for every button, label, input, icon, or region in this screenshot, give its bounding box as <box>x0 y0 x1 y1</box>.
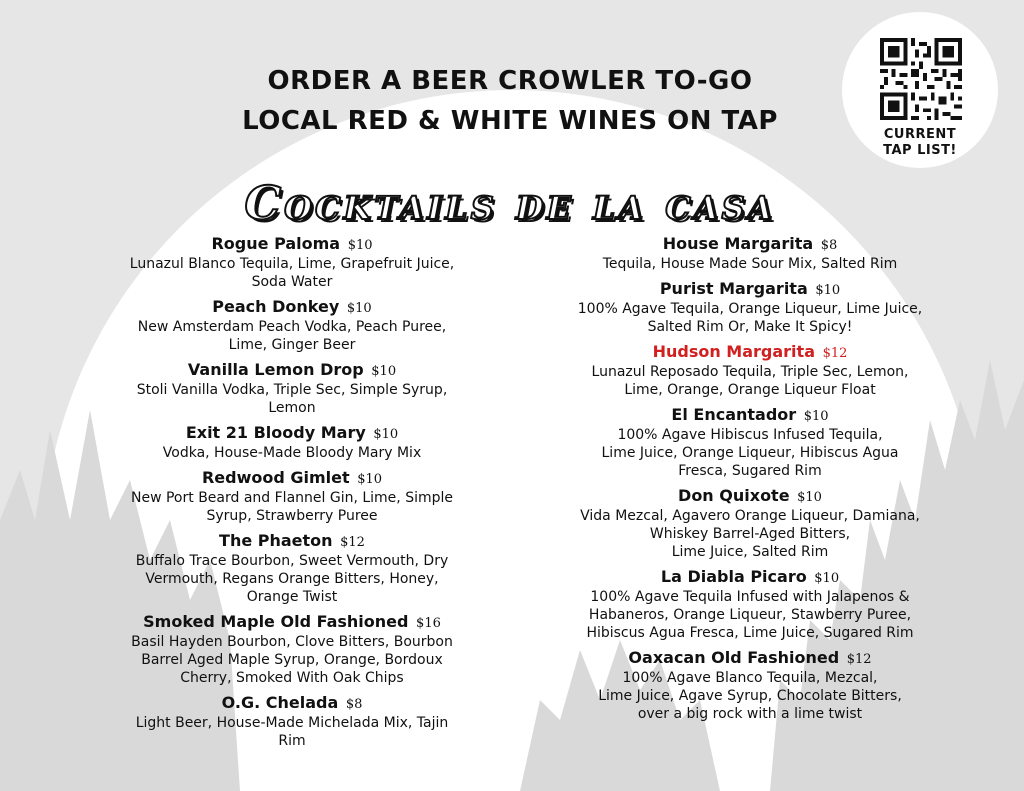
cocktail-ingredients: Lime Juice, Agave Syrup, Chocolate Bitters, <box>598 688 902 704</box>
cocktail-price: $12 <box>846 652 872 667</box>
cocktail-ingredients: New Port Beard and Flannel Gin, Lime, Simple <box>131 490 453 506</box>
cocktail-ingredients: Basil Hayden Bourbon, Clove Bitters, Bourbon <box>131 634 453 650</box>
qr-caption-line2: TAP LIST! <box>883 143 957 158</box>
cocktail-ingredients: Tequila, House Made Sour Mix, Salted Rim <box>602 256 898 272</box>
cocktail-price: $10 <box>357 472 383 487</box>
cocktail-ingredients: Vida Mezcal, Agavero Orange Liqueur, Damiana, <box>580 508 920 524</box>
menu-item-title <box>540 234 960 255</box>
cocktail-ingredients: Syrup, Strawberry Puree <box>206 508 378 524</box>
cocktail-name: O.G. Chelada <box>221 693 339 712</box>
cocktail-ingredients: 100% Agave Tequila Infused with Jalapenos & <box>590 589 910 605</box>
cocktail-ingredients: Salted Rim Or, Make It Spicy! <box>647 319 853 335</box>
cocktail-name: Redwood Gimlet <box>201 468 350 487</box>
cocktail-ingredients: Rim <box>278 733 306 749</box>
menu-title: Cocktails de la casa <box>244 176 776 230</box>
menu-item <box>92 612 492 687</box>
cocktail-price: $10 <box>797 490 822 505</box>
menu-item-title <box>540 405 960 426</box>
cocktail-ingredients: Lunazul Blanco Tequila, Lime, Grapefruit Juice, <box>129 256 455 272</box>
cocktail-price: $10 <box>815 283 841 298</box>
crowler-headline: ORDER A BEER CROWLER TO-GO <box>267 66 753 96</box>
cocktail-ingredients: Vermouth, Regans Orange Bitters, Honey, <box>145 571 439 587</box>
cocktail-name: Purist Margarita <box>659 279 808 298</box>
menu-item <box>540 234 960 273</box>
wines-headline: LOCAL RED & WHITE WINES ON TAP <box>242 106 778 136</box>
cocktail-ingredients: 100% Agave Tequila, Orange Liqueur, Lime Juice, <box>577 301 923 317</box>
menu-item <box>92 468 492 525</box>
cocktail-ingredients: Lunazul Reposado Tequila, Triple Sec, Lemon, <box>591 364 909 380</box>
menu-item <box>92 531 492 606</box>
menu-item <box>540 486 960 561</box>
cocktail-price: $10 <box>371 364 397 379</box>
cocktail-name: The Phaeton <box>219 531 333 550</box>
menu-item <box>540 405 960 480</box>
cocktail-ingredients: over a big rock with a lime twist <box>637 706 863 722</box>
menu-item-title <box>92 693 492 714</box>
cocktail-ingredients: 100% Agave Blanco Tequila, Mezcal, <box>622 670 878 686</box>
menu-item-title <box>92 468 492 489</box>
cocktail-price: $16 <box>416 616 441 631</box>
menu-item-title <box>540 279 960 300</box>
cocktail-price: $10 <box>814 571 840 586</box>
menu-item-title <box>540 486 960 507</box>
menu-item <box>92 693 492 750</box>
menu-item-title <box>92 297 492 318</box>
cocktail-list-left <box>92 234 492 756</box>
cocktail-ingredients: Lime Juice, Salted Rim <box>671 544 829 560</box>
menu-item <box>92 360 492 417</box>
menu-item <box>540 567 960 642</box>
cocktail-price: $12 <box>822 346 848 361</box>
menu-item <box>540 648 960 723</box>
cocktail-list-right <box>540 234 960 729</box>
cocktail-ingredients: Lime, Ginger Beer <box>228 337 356 353</box>
cocktail-ingredients: Soda Water <box>251 274 333 290</box>
menu-item <box>92 234 492 291</box>
cocktail-name: House Margarita <box>662 234 814 253</box>
menu-item-title <box>92 360 492 381</box>
cocktail-ingredients: Habaneros, Orange Liqueur, Stawberry Puree, <box>588 607 912 623</box>
qr-code-icon[interactable] <box>880 38 962 120</box>
menu-item-title <box>92 234 492 255</box>
cocktail-ingredients: Whiskey Barrel-Aged Bitters, <box>649 526 851 542</box>
menu-item <box>540 279 960 336</box>
cocktail-ingredients: Lime, Orange, Orange Liqueur Float <box>624 382 876 398</box>
menu-item <box>92 423 492 462</box>
cocktail-name: Vanilla Lemon Drop <box>187 360 364 379</box>
cocktail-price: $10 <box>803 409 829 424</box>
cocktail-name: Exit 21 Bloody Mary <box>185 423 366 442</box>
cocktail-name: Smoked Maple Old Fashioned <box>143 612 409 631</box>
menu-item-title <box>540 342 960 363</box>
cocktail-ingredients: Vodka, House-Made Bloody Mary Mix <box>162 445 422 461</box>
cocktail-ingredients: New Amsterdam Peach Vodka, Peach Puree, <box>137 319 447 335</box>
menu-item-title <box>92 531 492 552</box>
qr-caption <box>842 127 998 159</box>
cocktail-ingredients: Fresca, Sugared Rim <box>678 463 822 479</box>
cocktail-name: La Diabla Picaro <box>660 567 807 586</box>
cocktail-name: Oaxacan Old Fashioned <box>628 648 840 667</box>
cocktail-ingredients: Barrel Aged Maple Syrup, Orange, Bordoux <box>141 652 443 668</box>
cocktail-price: $10 <box>347 238 373 253</box>
cocktail-name: Don Quixote <box>678 486 790 505</box>
cocktail-ingredients: Lemon <box>268 400 316 416</box>
cocktail-ingredients: 100% Agave Hibiscus Infused Tequila, <box>617 427 883 443</box>
cocktail-ingredients: Lime Juice, Orange Liqueur, Hibiscus Agua <box>601 445 899 461</box>
cocktail-price: $12 <box>340 535 365 550</box>
menu-item-title <box>540 648 960 669</box>
cocktail-price: $8 <box>820 238 838 253</box>
cocktail-ingredients: Stoli Vanilla Vodka, Triple Sec, Simple Syrup, <box>136 382 448 398</box>
cocktail-ingredients: Buffalo Trace Bourbon, Sweet Vermouth, Dry <box>135 553 449 569</box>
menu-item <box>92 297 492 354</box>
menu-item-title <box>540 567 960 588</box>
cocktail-price: $10 <box>346 301 372 316</box>
cocktail-name: Peach Donkey <box>212 297 340 316</box>
cocktail-name: El Encantador <box>671 405 797 424</box>
cocktail-ingredients: Cherry, Smoked With Oak Chips <box>180 670 404 686</box>
cocktail-price: $10 <box>373 427 399 442</box>
cocktail-ingredients: Light Beer, House-Made Michelada Mix, Tajin <box>135 715 449 731</box>
cocktail-price: $8 <box>345 697 363 712</box>
qr-caption-line1: CURRENT <box>883 127 957 142</box>
menu-item <box>540 342 960 399</box>
menu-item-title <box>92 423 492 444</box>
cocktail-name: Rogue Paloma <box>211 234 341 253</box>
cocktail-name: Hudson Margarita <box>652 342 815 361</box>
menu-item-title <box>92 612 492 633</box>
cocktail-ingredients: Hibiscus Agua Fresca, Lime Juice, Sugared Rim <box>586 625 914 641</box>
cocktail-ingredients: Orange Twist <box>246 589 338 605</box>
